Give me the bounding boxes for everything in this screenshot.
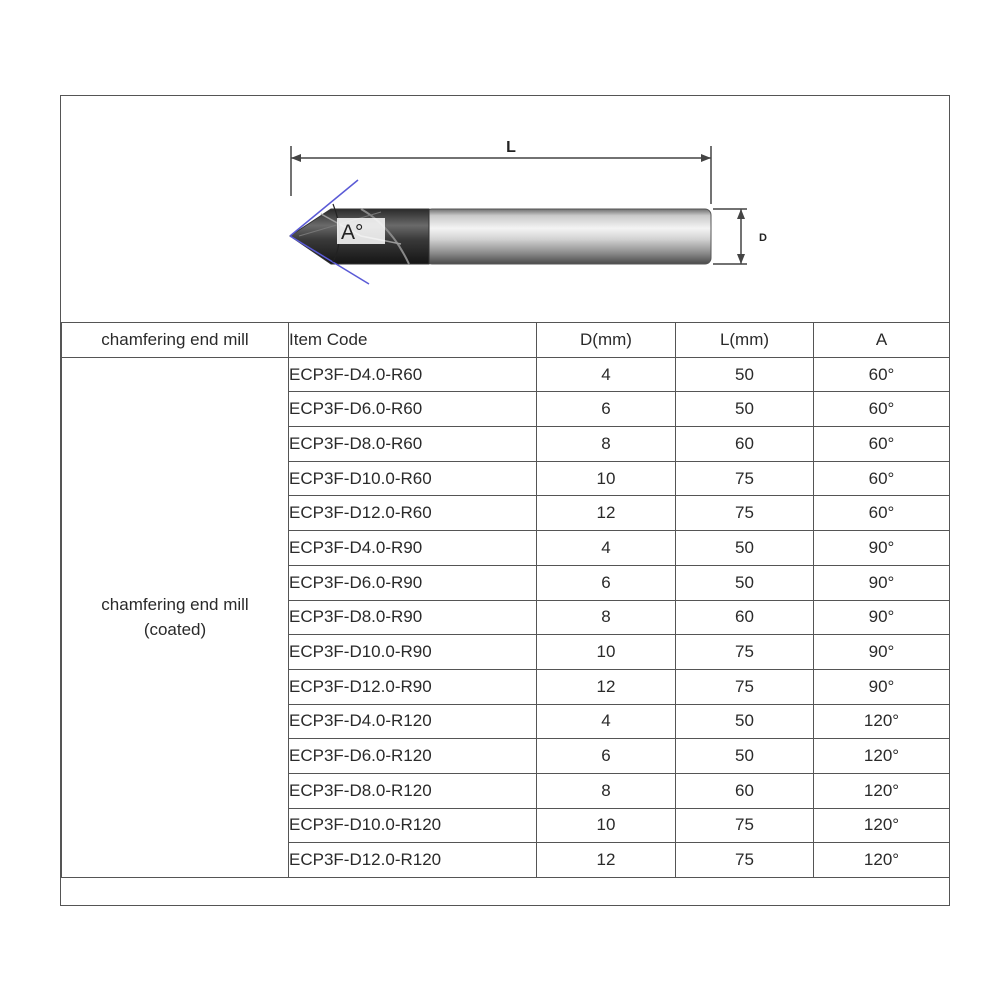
- angle-value: 60°: [814, 392, 950, 427]
- diameter-value: 6: [537, 739, 676, 774]
- item-code: ECP3F-D12.0-R90: [289, 669, 537, 704]
- length-value: 75: [676, 496, 814, 531]
- angle-value: 60°: [814, 496, 950, 531]
- length-value: 50: [676, 565, 814, 600]
- angle-value: 90°: [814, 531, 950, 566]
- diameter-value: 8: [537, 773, 676, 808]
- angle-value: 60°: [814, 427, 950, 462]
- length-value: 75: [676, 808, 814, 843]
- header-category: chamfering end mill: [62, 323, 289, 358]
- length-value: 50: [676, 704, 814, 739]
- group-label-line2: (coated): [143, 620, 207, 640]
- angle-value: 90°: [814, 669, 950, 704]
- item-code: ECP3F-D10.0-R60: [289, 461, 537, 496]
- item-code: ECP3F-D6.0-R90: [289, 565, 537, 600]
- length-value: 75: [676, 843, 814, 878]
- diameter-dimension: [713, 209, 747, 264]
- diameter-value: 6: [537, 565, 676, 600]
- angle-value: 120°: [814, 843, 950, 878]
- diameter-label: D: [759, 232, 767, 244]
- length-value: 50: [676, 739, 814, 774]
- angle-value: 120°: [814, 704, 950, 739]
- group-label: [62, 357, 289, 877]
- diameter-value: 4: [537, 357, 676, 392]
- item-code: ECP3F-D8.0-R60: [289, 427, 537, 462]
- end-mill-diagram: [61, 96, 949, 323]
- item-code: ECP3F-D6.0-R60: [289, 392, 537, 427]
- diameter-value: 10: [537, 635, 676, 670]
- item-code: ECP3F-D4.0-R90: [289, 531, 537, 566]
- header-angle: A: [814, 323, 950, 358]
- angle-value: 120°: [814, 739, 950, 774]
- spec-table: [61, 322, 950, 878]
- angle-value: 120°: [814, 808, 950, 843]
- length-value: 50: [676, 531, 814, 566]
- header-item-code: Item Code: [289, 323, 537, 358]
- header-length: L(mm): [676, 323, 814, 358]
- item-code: ECP3F-D10.0-R120: [289, 808, 537, 843]
- length-value: 60: [676, 773, 814, 808]
- angle-value: 90°: [814, 635, 950, 670]
- diameter-value: 12: [537, 496, 676, 531]
- angle-value: 120°: [814, 773, 950, 808]
- item-code: ECP3F-D12.0-R120: [289, 843, 537, 878]
- length-value: 50: [676, 357, 814, 392]
- length-dimension: [291, 146, 711, 204]
- item-code: ECP3F-D4.0-R60: [289, 357, 537, 392]
- header-diameter: D(mm): [537, 323, 676, 358]
- length-value: 75: [676, 635, 814, 670]
- item-code: ECP3F-D4.0-R120: [289, 704, 537, 739]
- diameter-value: 12: [537, 669, 676, 704]
- diameter-value: 8: [537, 600, 676, 635]
- table-header-row: [62, 323, 950, 358]
- length-value: 75: [676, 669, 814, 704]
- angle-value: 60°: [814, 461, 950, 496]
- group-label-line1: chamfering end mill: [101, 595, 249, 615]
- diameter-value: 4: [537, 704, 676, 739]
- item-code: ECP3F-D6.0-R120: [289, 739, 537, 774]
- length-value: 60: [676, 600, 814, 635]
- length-label: L: [506, 139, 516, 156]
- angle-value: 90°: [814, 600, 950, 635]
- angle-label: A°: [341, 221, 364, 244]
- item-code: ECP3F-D12.0-R60: [289, 496, 537, 531]
- diameter-value: 8: [537, 427, 676, 462]
- spec-sheet: [60, 95, 950, 906]
- length-value: 50: [676, 392, 814, 427]
- angle-value: 60°: [814, 357, 950, 392]
- diameter-value: 10: [537, 461, 676, 496]
- diameter-value: 4: [537, 531, 676, 566]
- length-value: 75: [676, 461, 814, 496]
- table-row: [62, 357, 950, 392]
- item-code: ECP3F-D8.0-R120: [289, 773, 537, 808]
- tool-shank: [426, 209, 711, 264]
- item-code: ECP3F-D10.0-R90: [289, 635, 537, 670]
- diameter-value: 12: [537, 843, 676, 878]
- end-mill-drawing: [61, 96, 949, 322]
- diameter-value: 10: [537, 808, 676, 843]
- angle-value: 90°: [814, 565, 950, 600]
- item-code: ECP3F-D8.0-R90: [289, 600, 537, 635]
- diameter-value: 6: [537, 392, 676, 427]
- length-value: 60: [676, 427, 814, 462]
